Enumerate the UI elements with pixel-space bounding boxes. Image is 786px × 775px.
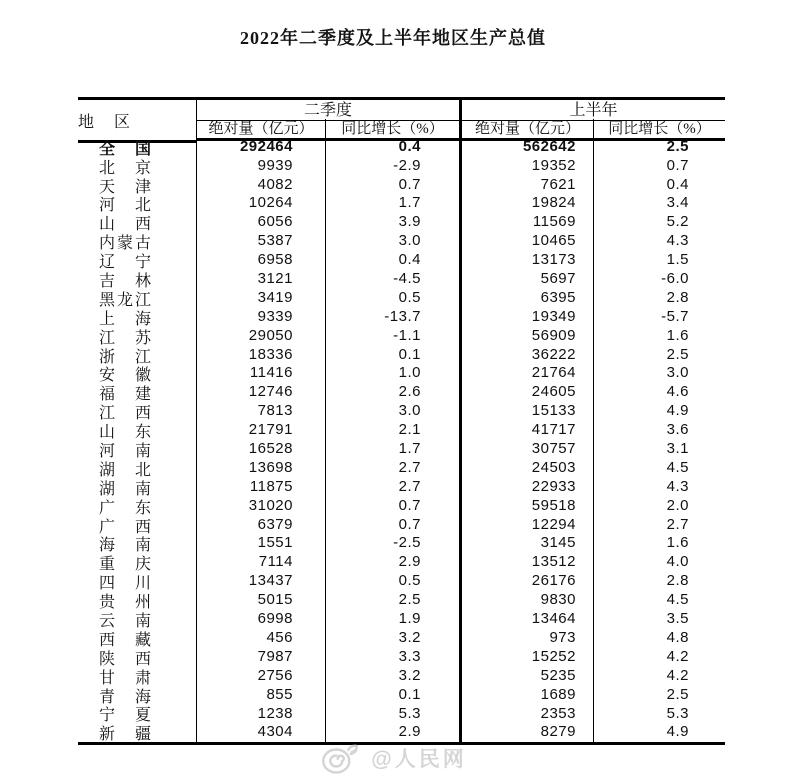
column-header-q2-absolute: 绝对量（亿元） xyxy=(196,119,325,141)
q2-growth-cell: 0.7 xyxy=(325,497,459,516)
q2-absolute-cell: 10264 xyxy=(196,194,325,213)
q2-absolute-cell: 29050 xyxy=(196,327,325,346)
q2-absolute-cell: 6056 xyxy=(196,213,325,232)
region-label: 山西 xyxy=(99,216,151,233)
q2-growth-cell: 3.2 xyxy=(325,667,459,686)
h1-growth-cell: 4.2 xyxy=(593,648,725,667)
h1-absolute-cell: 21764 xyxy=(459,364,593,383)
region-label: 河南 xyxy=(99,442,151,459)
region-cell xyxy=(78,383,196,402)
q2-absolute-cell: 5015 xyxy=(196,591,325,610)
watermark xyxy=(319,741,466,775)
h1-absolute-cell: 13512 xyxy=(459,553,593,572)
region-cell xyxy=(78,176,196,195)
region-cell xyxy=(78,440,196,459)
h1-absolute-cell: 19824 xyxy=(459,194,593,213)
q2-growth-cell: 0.1 xyxy=(325,346,459,365)
h1-absolute-cell: 26176 xyxy=(459,572,593,591)
q2-growth-cell: 2.9 xyxy=(325,553,459,572)
h1-growth-cell: 2.5 xyxy=(593,346,725,365)
q2-growth-cell: -13.7 xyxy=(325,308,459,327)
q2-growth-cell: 3.9 xyxy=(325,213,459,232)
h1-growth-cell: 3.5 xyxy=(593,610,725,629)
column-header-h1-growth: 同比增长（%） xyxy=(593,119,725,141)
q2-absolute-cell: 6998 xyxy=(196,610,325,629)
q2-growth-cell: 0.4 xyxy=(325,138,459,157)
gdp-table xyxy=(78,97,725,745)
region-label: 重庆 xyxy=(99,556,151,573)
region-label: 广西 xyxy=(99,518,151,535)
q2-absolute-cell: 6958 xyxy=(196,251,325,270)
h1-growth-cell: 3.6 xyxy=(593,421,725,440)
q2-growth-cell: -1.1 xyxy=(325,327,459,346)
h1-growth-cell: 2.5 xyxy=(593,138,725,157)
q2-absolute-cell: 5387 xyxy=(196,232,325,251)
q2-absolute-cell: 16528 xyxy=(196,440,325,459)
h1-growth-cell: 2.8 xyxy=(593,572,725,591)
h1-growth-cell: 4.9 xyxy=(593,723,725,742)
h1-growth-cell: 2.8 xyxy=(593,289,725,308)
q2-absolute-cell: 1551 xyxy=(196,534,325,553)
q2-absolute-cell: 9939 xyxy=(196,157,325,176)
h1-absolute-cell: 11569 xyxy=(459,213,593,232)
region-cell xyxy=(78,308,196,327)
region-label: 广东 xyxy=(99,499,151,516)
h1-growth-cell: 4.2 xyxy=(593,667,725,686)
region-label: 四川 xyxy=(99,575,151,592)
q2-growth-cell: 1.7 xyxy=(325,194,459,213)
region-cell xyxy=(78,553,196,572)
h1-absolute-cell: 22933 xyxy=(459,478,593,497)
q2-absolute-cell: 2756 xyxy=(196,667,325,686)
h1-growth-cell: 1.5 xyxy=(593,251,725,270)
h1-growth-cell: 0.7 xyxy=(593,157,725,176)
h1-absolute-cell: 56909 xyxy=(459,327,593,346)
region-cell xyxy=(78,723,196,742)
h1-absolute-cell: 6395 xyxy=(459,289,593,308)
h1-absolute-cell: 41717 xyxy=(459,421,593,440)
h1-growth-cell: 4.5 xyxy=(593,591,725,610)
h1-absolute-cell: 59518 xyxy=(459,497,593,516)
region-label: 陕西 xyxy=(99,650,151,667)
q2-absolute-cell: 3121 xyxy=(196,270,325,289)
h1-growth-cell: 5.3 xyxy=(593,705,725,724)
q2-growth-cell: 2.7 xyxy=(325,459,459,478)
q2-growth-cell: 2.7 xyxy=(325,478,459,497)
h1-growth-cell: 4.9 xyxy=(593,402,725,421)
h1-growth-cell: 5.2 xyxy=(593,213,725,232)
q2-growth-cell: 3.0 xyxy=(325,402,459,421)
q2-growth-cell: -2.5 xyxy=(325,534,459,553)
region-label: 安徽 xyxy=(99,367,151,384)
q2-growth-cell: 2.1 xyxy=(325,421,459,440)
q2-absolute-cell: 12746 xyxy=(196,383,325,402)
h1-absolute-cell: 973 xyxy=(459,629,593,648)
region-label: 云南 xyxy=(99,613,151,629)
h1-absolute-cell: 19352 xyxy=(459,157,593,176)
h1-growth-cell: -5.7 xyxy=(593,308,725,327)
region-label: 湖南 xyxy=(99,480,151,497)
h1-growth-cell: 1.6 xyxy=(593,327,725,346)
column-group-h1: 上半年 xyxy=(459,100,725,121)
q2-absolute-cell: 456 xyxy=(196,629,325,648)
region-label: 黑龙江 xyxy=(99,291,151,308)
h1-growth-cell: 3.0 xyxy=(593,364,725,383)
region-label: 上海 xyxy=(99,310,151,327)
q2-absolute-cell: 1238 xyxy=(196,705,325,724)
region-cell xyxy=(78,194,196,213)
q2-absolute-cell: 13437 xyxy=(196,572,325,591)
h1-growth-cell: 4.5 xyxy=(593,459,725,478)
q2-growth-cell: 0.7 xyxy=(325,176,459,195)
region-cell xyxy=(78,686,196,705)
h1-absolute-cell: 562642 xyxy=(459,138,593,157)
q2-growth-cell: 3.2 xyxy=(325,629,459,648)
region-label: 吉林 xyxy=(99,272,151,289)
q2-absolute-cell: 31020 xyxy=(196,497,325,516)
column-header-region xyxy=(78,100,196,143)
q2-growth-cell: 0.4 xyxy=(325,251,459,270)
h1-absolute-cell: 1689 xyxy=(459,686,593,705)
region-cell xyxy=(78,516,196,535)
q2-growth-cell: 0.5 xyxy=(325,289,459,308)
region-label: 山东 xyxy=(99,424,151,441)
region-cell xyxy=(78,648,196,667)
h1-absolute-cell: 15252 xyxy=(459,648,593,667)
h1-growth-cell: 4.3 xyxy=(593,232,725,251)
region-cell xyxy=(78,327,196,346)
region-label: 西藏 xyxy=(99,631,151,648)
region-label: 海南 xyxy=(99,537,151,554)
q2-growth-cell: 3.3 xyxy=(325,648,459,667)
region-cell xyxy=(78,610,196,629)
region-cell xyxy=(78,232,196,251)
region-label: 天津 xyxy=(99,178,151,195)
h1-absolute-cell: 24503 xyxy=(459,459,593,478)
h1-growth-cell: 4.8 xyxy=(593,629,725,648)
region-label: 宁夏 xyxy=(99,707,151,724)
h1-growth-cell: 4.3 xyxy=(593,478,725,497)
region-cell xyxy=(78,421,196,440)
region-cell xyxy=(78,705,196,724)
h1-growth-cell: 3.4 xyxy=(593,194,725,213)
q2-absolute-cell: 9339 xyxy=(196,308,325,327)
h1-growth-cell: 4.0 xyxy=(593,553,725,572)
q2-growth-cell: 1.9 xyxy=(325,610,459,629)
q2-absolute-cell: 6379 xyxy=(196,516,325,535)
q2-growth-cell: 0.1 xyxy=(325,686,459,705)
region-label: 江苏 xyxy=(99,329,151,346)
h1-absolute-cell: 15133 xyxy=(459,402,593,421)
region-cell xyxy=(78,213,196,232)
region-label: 新疆 xyxy=(99,726,151,743)
h1-absolute-cell: 24605 xyxy=(459,383,593,402)
h1-growth-cell: 3.1 xyxy=(593,440,725,459)
region-label: 甘肃 xyxy=(99,669,151,686)
h1-growth-cell: 1.6 xyxy=(593,534,725,553)
region-cell xyxy=(78,157,196,176)
h1-absolute-cell: 10465 xyxy=(459,232,593,251)
h1-absolute-cell: 9830 xyxy=(459,591,593,610)
q2-absolute-cell: 11875 xyxy=(196,478,325,497)
column-header-q2-growth: 同比增长（%） xyxy=(325,119,459,141)
h1-absolute-cell: 7621 xyxy=(459,176,593,195)
q2-absolute-cell: 4304 xyxy=(196,723,325,742)
q2-growth-cell: -4.5 xyxy=(325,270,459,289)
region-cell xyxy=(78,402,196,421)
region-cell xyxy=(78,251,196,270)
q2-absolute-cell: 7114 xyxy=(196,553,325,572)
h1-growth-cell: 4.6 xyxy=(593,383,725,402)
region-cell xyxy=(78,591,196,610)
h1-absolute-cell: 5235 xyxy=(459,667,593,686)
h1-absolute-cell: 13464 xyxy=(459,610,593,629)
q2-absolute-cell: 4082 xyxy=(196,176,325,195)
region-cell xyxy=(78,667,196,686)
h1-growth-cell: -6.0 xyxy=(593,270,725,289)
region-cell xyxy=(78,364,196,383)
h1-absolute-cell: 13173 xyxy=(459,251,593,270)
h1-absolute-cell: 3145 xyxy=(459,534,593,553)
region-header-label: 地区 xyxy=(78,113,130,131)
q2-absolute-cell: 855 xyxy=(196,686,325,705)
region-label: 贵州 xyxy=(99,594,151,611)
q2-growth-cell: 5.3 xyxy=(325,705,459,724)
q2-absolute-cell: 21791 xyxy=(196,421,325,440)
region-label: 辽宁 xyxy=(99,254,151,271)
h1-absolute-cell: 12294 xyxy=(459,516,593,535)
column-group-q2: 二季度 xyxy=(196,100,459,121)
region-label: 内蒙古 xyxy=(99,235,151,252)
region-label: 湖北 xyxy=(99,461,151,478)
q2-growth-cell: 0.7 xyxy=(325,516,459,535)
q2-absolute-cell: 7813 xyxy=(196,402,325,421)
watermark-text: @人民网 xyxy=(371,748,467,771)
region-label: 河北 xyxy=(99,197,151,214)
h1-absolute-cell: 30757 xyxy=(459,440,593,459)
region-cell xyxy=(78,289,196,308)
page-title: 2022年二季度及上半年地区生产总值 xyxy=(240,28,546,48)
h1-absolute-cell: 8279 xyxy=(459,723,593,742)
h1-absolute-cell: 2353 xyxy=(459,705,593,724)
q2-absolute-cell: 11416 xyxy=(196,364,325,383)
q2-growth-cell: 2.5 xyxy=(325,591,459,610)
q2-absolute-cell: 3419 xyxy=(196,289,325,308)
region-cell xyxy=(78,478,196,497)
q2-absolute-cell: 13698 xyxy=(196,459,325,478)
h1-growth-cell: 2.0 xyxy=(593,497,725,516)
q2-growth-cell: 3.0 xyxy=(325,232,459,251)
q2-growth-cell: -2.9 xyxy=(325,157,459,176)
region-cell xyxy=(78,572,196,591)
region-label: 全国 xyxy=(99,140,151,157)
q2-absolute-cell: 18336 xyxy=(196,346,325,365)
q2-growth-cell: 0.5 xyxy=(325,572,459,591)
weibo-eye-icon xyxy=(319,741,363,775)
region-label: 江西 xyxy=(99,405,151,422)
h1-absolute-cell: 36222 xyxy=(459,346,593,365)
h1-absolute-cell: 19349 xyxy=(459,308,593,327)
region-label: 青海 xyxy=(99,688,151,705)
q2-growth-cell: 2.6 xyxy=(325,383,459,402)
q2-growth-cell: 1.7 xyxy=(325,440,459,459)
region-label: 北京 xyxy=(99,159,151,176)
region-cell xyxy=(78,346,196,365)
h1-absolute-cell: 5697 xyxy=(459,270,593,289)
region-cell xyxy=(78,534,196,553)
region-cell xyxy=(78,270,196,289)
h1-growth-cell: 0.4 xyxy=(593,176,725,195)
q2-growth-cell: 2.9 xyxy=(325,723,459,742)
region-label: 浙江 xyxy=(99,348,151,365)
region-cell xyxy=(78,497,196,516)
region-cell xyxy=(78,138,196,157)
region-cell xyxy=(78,629,196,648)
region-label: 福建 xyxy=(99,386,151,403)
h1-growth-cell: 2.5 xyxy=(593,686,725,705)
column-header-h1-absolute: 绝对量（亿元） xyxy=(459,119,593,141)
region-cell xyxy=(78,459,196,478)
q2-absolute-cell: 292464 xyxy=(196,138,325,157)
q2-absolute-cell: 7987 xyxy=(196,648,325,667)
h1-growth-cell: 2.7 xyxy=(593,516,725,535)
q2-growth-cell: 1.0 xyxy=(325,364,459,383)
